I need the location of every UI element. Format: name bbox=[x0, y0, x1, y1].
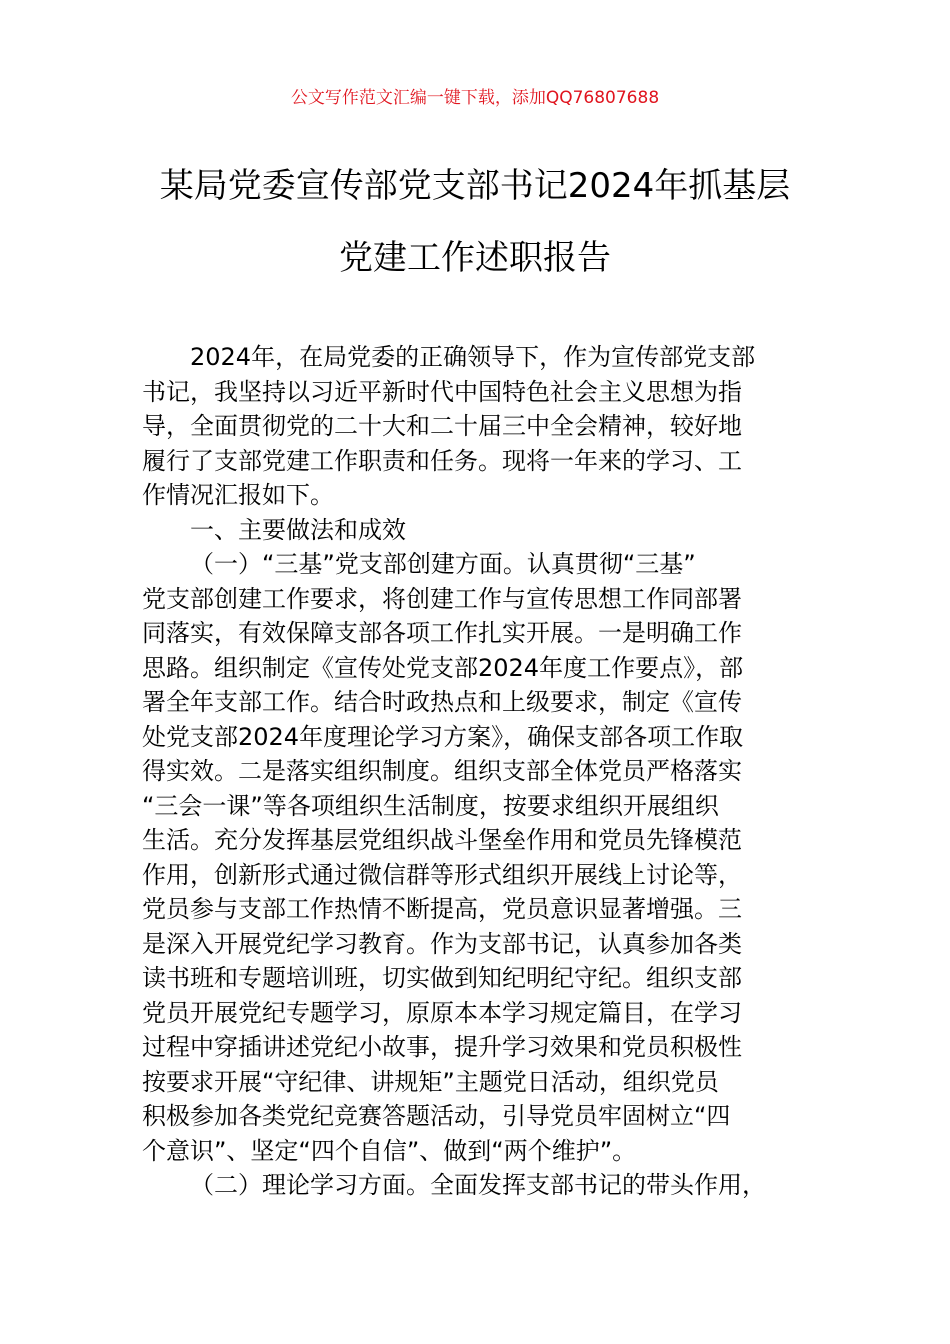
body-line: 得实效。二是落实组织制度。组织支部全体党员严格落实 bbox=[142, 757, 742, 785]
body-line: 党支部创建工作要求，将创建工作与宣传思想工作同部署 bbox=[142, 584, 742, 613]
body-line: 一、主要做法和成效 bbox=[190, 515, 406, 544]
body-line: “三会一课”等各项组织生活制度，按要求组织开展组织 bbox=[142, 791, 719, 820]
body-line: 个意识”、坚定“四个自信”、做到“两个维护”。 bbox=[142, 1136, 637, 1165]
body-line: 生活。充分发挥基层党组织战斗堡垒作用和党员先锋模范 bbox=[142, 826, 742, 854]
body-line: 处党支部2024年度理论学习方案》，确保支部各项工作取 bbox=[142, 722, 744, 751]
body-line: 作情况汇报如下。 bbox=[142, 481, 334, 509]
body-line: 过程中穿插讲述党纪小故事，提升学习效果和党员积极性 bbox=[142, 1033, 742, 1061]
body-line: （一）“三基”党支部创建方面。认真贯彻“三基” bbox=[190, 550, 696, 578]
body-line: 党员参与支部工作热情不断提高，党员意识显著增强。三 bbox=[142, 895, 742, 923]
title-line-1: 某局党委宣传部党支部书记2024年抓基层 bbox=[159, 166, 791, 206]
body-line: 积极参加各类党纪竞赛答题活动，引导党员牢固树立“四 bbox=[142, 1102, 731, 1130]
body-line: 思路。组织制定《宣传处党支部2024年度工作要点》，部 bbox=[142, 653, 744, 682]
promo-banner: 公文写作范文汇编一键下载，添加QQ76807688 bbox=[290, 88, 660, 108]
body-line: 作用，创新形式通过微信群等形式组织开展线上讨论等， bbox=[142, 860, 742, 889]
body-line: 导，全面贯彻党的二十大和二十届三中全会精神，较好地 bbox=[142, 412, 742, 440]
body-line: 书记，我坚持以习近平新时代中国特色社会主义思想为指 bbox=[142, 377, 742, 406]
title-line-2: 党建工作述职报告 bbox=[339, 238, 611, 278]
body-line: 同落实，有效保障支部各项工作扎实开展。一是明确工作 bbox=[142, 619, 742, 647]
body-line: 党员开展党纪专题学习，原原本本学习规定篇目，在学习 bbox=[142, 998, 742, 1027]
body-line: 读书班和专题培训班，切实做到知纪明纪守纪。组织支部 bbox=[142, 964, 742, 992]
body-line: 是深入开展党纪学习教育。作为支部书记，认真参加各类 bbox=[142, 929, 742, 958]
document-title bbox=[0, 150, 950, 294]
body-line: 2024年，在局党委的正确领导下，作为宣传部党支部 bbox=[190, 343, 756, 371]
document-body bbox=[142, 340, 832, 1203]
body-line: 履行了支部党建工作职责和任务。现将一年来的学习、工 bbox=[142, 446, 742, 475]
body-line: 按要求开展“守纪律、讲规矩”主题党日活动，组织党员 bbox=[142, 1067, 719, 1096]
body-line: 署全年支部工作。结合时政热点和上级要求，制定《宣传 bbox=[142, 688, 742, 716]
body-line: （二）理论学习方面。全面发挥支部书记的带头作用， bbox=[190, 1171, 766, 1199]
